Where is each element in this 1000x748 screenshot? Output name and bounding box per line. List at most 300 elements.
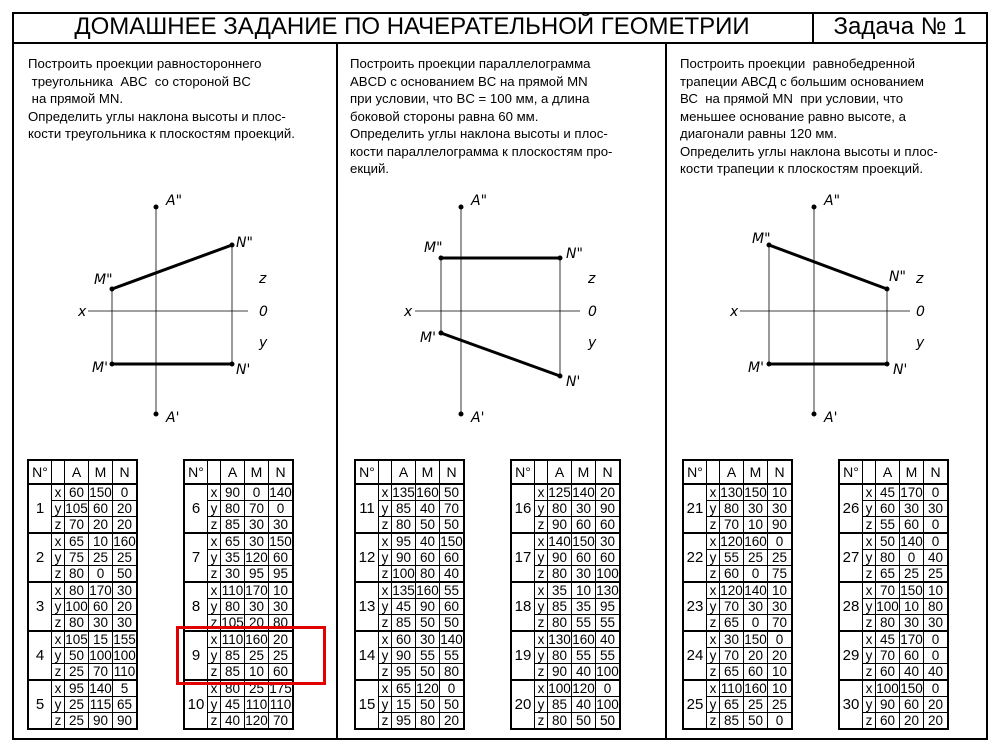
table-row bbox=[28, 631, 137, 648]
coordinate-value: 80 bbox=[548, 615, 572, 632]
table-row bbox=[839, 680, 948, 697]
coordinate-value: 60 bbox=[65, 484, 89, 501]
coordinate-value: 20 bbox=[113, 599, 138, 615]
coordinate-value: 60 bbox=[572, 550, 596, 566]
label-y: y bbox=[259, 335, 268, 351]
axis-label: x bbox=[863, 484, 876, 501]
variant-table bbox=[27, 459, 138, 730]
variant-table bbox=[510, 459, 621, 730]
coordinate-value: 80 bbox=[221, 599, 245, 615]
coordinate-value: 25 bbox=[768, 550, 793, 566]
coordinate-value: 0 bbox=[440, 680, 465, 697]
coordinate-value: 50 bbox=[440, 517, 465, 534]
table-row bbox=[184, 582, 293, 599]
coordinate-value: 0 bbox=[113, 484, 138, 501]
coordinate-value: 10 bbox=[924, 582, 949, 599]
label-n2: N" bbox=[889, 269, 906, 285]
coordinate-value: 70 bbox=[768, 615, 793, 632]
coordinate-value: 30 bbox=[720, 631, 744, 648]
coordinate-value: 10 bbox=[744, 517, 768, 534]
coordinate-value: 95 bbox=[269, 566, 294, 583]
coordinate-value: 55 bbox=[440, 648, 465, 664]
coordinate-value: 130 bbox=[596, 583, 619, 598]
coordinate-value: 70 bbox=[65, 517, 89, 534]
coordinate-value: 95 bbox=[392, 533, 416, 550]
label-y: y bbox=[588, 335, 597, 351]
coordinate-value: 140 bbox=[744, 583, 767, 598]
axis-label: z bbox=[707, 517, 720, 534]
coordinate-value: 60 bbox=[416, 550, 440, 566]
coordinate-value: 10 bbox=[768, 680, 793, 697]
variant-number: 5 bbox=[28, 680, 52, 729]
axis-label: x bbox=[379, 680, 392, 697]
coordinate-value: 55 bbox=[572, 648, 596, 664]
variant-table bbox=[354, 459, 465, 730]
coordinate-value: 50 bbox=[572, 713, 596, 730]
label-n1: N' bbox=[893, 362, 908, 378]
coordinate-value: 100 bbox=[89, 648, 112, 663]
coordinate-value: 50 bbox=[113, 566, 138, 583]
coordinate-value: 80 bbox=[416, 566, 440, 583]
coordinate-value: 175 bbox=[269, 681, 292, 696]
coordinate-value: 110 bbox=[269, 697, 292, 712]
coordinate-value: 20 bbox=[924, 697, 949, 713]
table-row bbox=[683, 533, 792, 550]
coordinate-value: 90 bbox=[768, 517, 793, 534]
variant-table bbox=[183, 459, 294, 730]
coordinate-value: 85 bbox=[392, 501, 416, 517]
coordinate-value: 30 bbox=[245, 517, 269, 534]
coordinate-value: 25 bbox=[65, 713, 89, 730]
variant-number: 10 bbox=[184, 680, 208, 729]
coordinate-value: 60 bbox=[596, 517, 621, 534]
table-row bbox=[683, 680, 792, 697]
coordinate-value: 35 bbox=[548, 582, 572, 599]
coordinate-value: 75 bbox=[768, 566, 793, 583]
coordinate-value: 160 bbox=[416, 583, 439, 598]
coordinate-value: 60 bbox=[720, 566, 744, 583]
axis-label: z bbox=[535, 615, 548, 632]
label-x: x bbox=[730, 304, 739, 320]
table-header-cell: N° bbox=[28, 460, 52, 484]
variant-number: 9 bbox=[184, 631, 208, 680]
coordinate-value: 85 bbox=[548, 599, 572, 615]
table-row bbox=[839, 533, 948, 550]
coordinate-value: 70 bbox=[720, 517, 744, 534]
axis-label: z bbox=[379, 566, 392, 583]
table-row bbox=[511, 533, 620, 550]
axis-label: x bbox=[208, 631, 221, 648]
coordinate-value: 25 bbox=[65, 697, 89, 713]
coordinate-value: 45 bbox=[876, 631, 900, 648]
axis-label: y bbox=[52, 599, 65, 615]
axis-label: z bbox=[863, 713, 876, 730]
coordinate-value: 90 bbox=[89, 713, 113, 730]
coordinate-value: 70 bbox=[245, 501, 269, 517]
variant-table bbox=[838, 459, 949, 730]
coordinate-value: 80 bbox=[65, 566, 89, 583]
coordinate-value: 80 bbox=[548, 566, 572, 583]
variant-number: 12 bbox=[355, 533, 379, 582]
table-header-cell bbox=[52, 460, 65, 484]
table-header-cell bbox=[863, 460, 876, 484]
axis-label: y bbox=[535, 599, 548, 615]
coordinate-value: 80 bbox=[548, 713, 572, 730]
coordinate-value: 75 bbox=[65, 550, 89, 566]
coordinate-value: 110 bbox=[113, 664, 136, 679]
table-header-cell: N° bbox=[184, 460, 208, 484]
table-header-cell bbox=[707, 460, 720, 484]
axis-label: y bbox=[379, 501, 392, 517]
coordinate-value: 0 bbox=[768, 713, 793, 730]
coordinate-value: 110 bbox=[221, 583, 244, 598]
coordinate-value: 80 bbox=[65, 582, 89, 599]
axis-label: y bbox=[379, 550, 392, 566]
coordinate-value: 35 bbox=[572, 599, 596, 615]
label-x: x bbox=[404, 304, 413, 320]
coordinate-value: 100 bbox=[548, 681, 571, 696]
coordinate-value: 0 bbox=[924, 631, 949, 648]
coordinate-value: 60 bbox=[440, 599, 465, 615]
table-row bbox=[511, 631, 620, 648]
coordinate-value: 160 bbox=[744, 681, 767, 696]
table-row bbox=[683, 631, 792, 648]
coordinate-value: 50 bbox=[440, 697, 465, 713]
coordinate-value: 60 bbox=[89, 501, 113, 517]
coordinate-value: 60 bbox=[900, 697, 924, 713]
coordinate-value: 0 bbox=[89, 566, 113, 583]
table-header-cell: A bbox=[392, 460, 416, 484]
line-mn-top bbox=[441, 333, 560, 376]
label-m1: M' bbox=[92, 360, 108, 376]
axis-label: x bbox=[535, 631, 548, 648]
table-header-cell: N bbox=[113, 460, 138, 484]
coordinate-value: 10 bbox=[89, 533, 113, 550]
coordinate-value: 40 bbox=[416, 501, 440, 517]
axis-label: y bbox=[52, 697, 65, 713]
label-y: y bbox=[916, 335, 925, 351]
coordinate-value: 45 bbox=[392, 599, 416, 615]
axis-label: x bbox=[379, 484, 392, 501]
coordinate-value: 20 bbox=[900, 713, 924, 730]
table-row bbox=[683, 582, 792, 599]
table-row bbox=[839, 484, 948, 501]
coordinate-value: 25 bbox=[768, 697, 793, 713]
coordinate-value: 130 bbox=[548, 632, 571, 647]
coordinate-value: 150 bbox=[89, 485, 112, 500]
axis-label: y bbox=[208, 697, 221, 713]
axis-label: x bbox=[208, 533, 221, 550]
coordinate-value: 25 bbox=[900, 566, 924, 583]
axis-label: y bbox=[863, 599, 876, 615]
axis-label: x bbox=[707, 484, 720, 501]
coordinate-value: 85 bbox=[548, 697, 572, 713]
axis-label: y bbox=[208, 599, 221, 615]
coordinate-value: 120 bbox=[720, 534, 743, 549]
coordinate-value: 150 bbox=[572, 534, 595, 549]
table-header-cell: N bbox=[768, 460, 793, 484]
axis-label: z bbox=[535, 517, 548, 534]
coordinate-value: 70 bbox=[720, 648, 744, 664]
coordinate-value: 95 bbox=[596, 599, 621, 615]
axis-label: z bbox=[863, 517, 876, 534]
coordinate-value: 140 bbox=[572, 485, 595, 500]
coordinate-value: 85 bbox=[221, 517, 245, 534]
axis-label: x bbox=[52, 631, 65, 648]
coordinate-value: 30 bbox=[416, 631, 440, 648]
coordinate-value: 10 bbox=[245, 664, 269, 681]
coordinate-value: 100 bbox=[596, 566, 619, 581]
coordinate-value: 45 bbox=[221, 697, 245, 713]
table-header-cell: M bbox=[572, 460, 596, 484]
variant-number: 13 bbox=[355, 582, 379, 631]
axis-label: x bbox=[707, 680, 720, 697]
coordinate-value: 0 bbox=[744, 615, 768, 632]
coordinate-value: 110 bbox=[221, 632, 244, 647]
coordinate-value: 120 bbox=[416, 681, 439, 696]
line-mn-front bbox=[112, 245, 232, 289]
coordinate-value: 150 bbox=[900, 583, 923, 598]
axis-label: y bbox=[379, 648, 392, 664]
table-row bbox=[355, 533, 464, 550]
axis-label: y bbox=[707, 697, 720, 713]
axis-label: z bbox=[52, 615, 65, 632]
table-row bbox=[355, 484, 464, 501]
coordinate-value: 85 bbox=[221, 648, 245, 664]
coordinate-value: 60 bbox=[876, 664, 900, 681]
table-row bbox=[28, 680, 137, 697]
variant-number: 8 bbox=[184, 582, 208, 631]
coordinate-value: 50 bbox=[440, 615, 465, 632]
coordinate-value: 10 bbox=[768, 664, 793, 681]
axis-label: z bbox=[535, 713, 548, 730]
axis-label: z bbox=[208, 713, 221, 730]
label-a2: A" bbox=[471, 193, 488, 209]
table-row bbox=[184, 533, 293, 550]
coordinate-value: 30 bbox=[924, 501, 949, 517]
coordinate-value: 40 bbox=[440, 566, 465, 583]
axis-label: z bbox=[52, 664, 65, 681]
table-header-cell: N bbox=[269, 460, 294, 484]
axis-label: z bbox=[208, 615, 221, 632]
coordinate-value: 140 bbox=[440, 632, 463, 647]
coordinate-value: 170 bbox=[900, 485, 923, 500]
coordinate-value: 90 bbox=[416, 599, 440, 615]
coordinate-value: 45 bbox=[876, 484, 900, 501]
variant-number: 29 bbox=[839, 631, 863, 680]
label-m2: M" bbox=[94, 272, 113, 288]
label-n1: N' bbox=[236, 362, 251, 378]
label-o: 0 bbox=[588, 304, 597, 320]
coordinate-value: 115 bbox=[89, 697, 112, 712]
coordinate-value: 10 bbox=[768, 484, 793, 501]
coordinate-value: 30 bbox=[221, 566, 245, 583]
axis-label: y bbox=[863, 501, 876, 517]
table-row bbox=[28, 484, 137, 501]
coordinate-value: 30 bbox=[768, 599, 793, 615]
coordinate-value: 50 bbox=[416, 615, 440, 632]
coordinate-value: 150 bbox=[744, 485, 767, 500]
table-header-cell: A bbox=[720, 460, 744, 484]
coordinate-value: 120 bbox=[720, 583, 743, 598]
coordinate-value: 90 bbox=[221, 484, 245, 501]
coordinate-value: 40 bbox=[924, 664, 949, 681]
coordinate-value: 120 bbox=[245, 550, 268, 565]
coordinate-value: 120 bbox=[245, 713, 268, 728]
coordinate-value: 80 bbox=[221, 501, 245, 517]
coordinate-value: 30 bbox=[269, 599, 294, 615]
coordinate-value: 150 bbox=[269, 534, 292, 549]
table-row bbox=[511, 582, 620, 599]
coordinate-value: 30 bbox=[900, 615, 924, 632]
coordinate-value: 110 bbox=[720, 681, 743, 696]
axis-label: y bbox=[707, 599, 720, 615]
variant-number: 17 bbox=[511, 533, 535, 582]
table-row bbox=[355, 680, 464, 697]
coordinate-value: 80 bbox=[65, 615, 89, 632]
coordinate-value: 90 bbox=[876, 697, 900, 713]
axis-label: x bbox=[535, 680, 548, 697]
table-header-cell: A bbox=[65, 460, 89, 484]
coordinate-value: 60 bbox=[269, 664, 294, 681]
coordinate-value: 50 bbox=[876, 533, 900, 550]
coordinate-value: 0 bbox=[924, 533, 949, 550]
coordinate-value: 70 bbox=[720, 599, 744, 615]
table-header-cell: N bbox=[924, 460, 949, 484]
table-row bbox=[184, 484, 293, 501]
axis-label: y bbox=[535, 550, 548, 566]
coordinate-value: 40 bbox=[900, 664, 924, 681]
coordinate-value: 30 bbox=[924, 615, 949, 632]
coordinate-value: 30 bbox=[113, 615, 138, 632]
coordinate-value: 160 bbox=[572, 632, 595, 647]
coordinate-value: 80 bbox=[548, 501, 572, 517]
axis-label: y bbox=[52, 648, 65, 664]
coordinate-value: 100 bbox=[113, 648, 136, 663]
coordinate-value: 125 bbox=[548, 485, 571, 500]
label-a2: A" bbox=[166, 193, 183, 209]
coordinate-value: 65 bbox=[876, 566, 900, 583]
variant-number: 2 bbox=[28, 533, 52, 582]
coordinate-value: 120 bbox=[572, 681, 595, 696]
variant-number: 28 bbox=[839, 582, 863, 631]
axis-label: z bbox=[208, 517, 221, 534]
coordinate-value: 60 bbox=[900, 648, 924, 664]
coordinate-value: 140 bbox=[900, 534, 923, 549]
axis-label: y bbox=[535, 648, 548, 664]
coordinate-value: 100 bbox=[876, 681, 899, 696]
axis-label: x bbox=[535, 582, 548, 599]
axis-label: x bbox=[707, 533, 720, 550]
coordinate-value: 160 bbox=[245, 632, 268, 647]
table-row bbox=[511, 484, 620, 501]
axis-label: y bbox=[707, 501, 720, 517]
axis-label: y bbox=[707, 550, 720, 566]
coordinate-value: 95 bbox=[392, 713, 416, 730]
label-n2: N" bbox=[566, 246, 583, 262]
coordinate-value: 150 bbox=[900, 681, 923, 696]
axis-label: x bbox=[52, 533, 65, 550]
variant-number: 11 bbox=[355, 484, 379, 533]
axis-label: y bbox=[379, 599, 392, 615]
label-a2: A" bbox=[824, 193, 841, 209]
coordinate-value: 50 bbox=[416, 517, 440, 534]
axis-label: z bbox=[535, 566, 548, 583]
coordinate-value: 55 bbox=[876, 517, 900, 534]
table-header-cell bbox=[535, 460, 548, 484]
coordinate-value: 20 bbox=[113, 517, 138, 534]
coordinate-value: 25 bbox=[65, 664, 89, 681]
coordinate-value: 70 bbox=[269, 713, 294, 730]
variant-number: 4 bbox=[28, 631, 52, 680]
coordinate-value: 20 bbox=[245, 615, 269, 632]
axis-label: y bbox=[379, 697, 392, 713]
coordinate-value: 25 bbox=[744, 550, 768, 566]
coordinate-value: 90 bbox=[113, 713, 138, 730]
table-header-cell: N° bbox=[839, 460, 863, 484]
drawing-1 bbox=[88, 205, 251, 416]
coordinate-value: 135 bbox=[392, 583, 415, 598]
coordinate-value: 50 bbox=[440, 484, 465, 501]
variant-number: 20 bbox=[511, 680, 535, 729]
page-title: ДОМАШНЕЕ ЗАДАНИЕ ПО НАЧЕРАТЕЛЬНОЙ ГЕОМЕТРИИ bbox=[12, 12, 814, 42]
coordinate-value: 25 bbox=[113, 550, 138, 566]
coordinate-value: 20 bbox=[768, 648, 793, 664]
coordinate-value: 95 bbox=[245, 566, 269, 583]
table-row bbox=[355, 631, 464, 648]
variant-number: 7 bbox=[184, 533, 208, 582]
coordinate-value: 70 bbox=[89, 664, 113, 681]
coordinate-value: 15 bbox=[392, 697, 416, 713]
coordinate-value: 20 bbox=[924, 713, 949, 730]
coordinate-value: 30 bbox=[113, 582, 138, 599]
variant-number: 19 bbox=[511, 631, 535, 680]
axis-label: x bbox=[863, 680, 876, 697]
task-number: Задача № 1 bbox=[833, 13, 967, 40]
coordinate-value: 30 bbox=[269, 517, 294, 534]
coordinate-value: 80 bbox=[392, 517, 416, 534]
axis-label: x bbox=[379, 582, 392, 599]
coordinate-value: 60 bbox=[440, 550, 465, 566]
coordinate-value: 50 bbox=[596, 713, 621, 730]
label-a1: A' bbox=[471, 410, 485, 426]
coordinate-value: 60 bbox=[572, 517, 596, 534]
axis-label: z bbox=[379, 517, 392, 534]
coordinate-value: 130 bbox=[720, 485, 743, 500]
axis-label: x bbox=[707, 631, 720, 648]
coordinate-value: 40 bbox=[572, 664, 596, 681]
coordinate-value: 0 bbox=[924, 680, 949, 697]
point-a2 bbox=[154, 205, 158, 209]
axis-label: z bbox=[379, 615, 392, 632]
axis-label: z bbox=[52, 517, 65, 534]
table-header-cell: N° bbox=[511, 460, 535, 484]
coordinate-value: 90 bbox=[596, 501, 621, 517]
coordinate-value: 105 bbox=[65, 501, 88, 516]
table-header-cell: N bbox=[596, 460, 621, 484]
coordinate-value: 0 bbox=[768, 631, 793, 648]
coordinate-value: 40 bbox=[221, 713, 245, 730]
coordinate-value: 140 bbox=[269, 485, 292, 500]
coordinate-value: 60 bbox=[392, 631, 416, 648]
axis-label: x bbox=[52, 484, 65, 501]
coordinate-value: 10 bbox=[572, 582, 596, 599]
coordinate-value: 30 bbox=[900, 501, 924, 517]
table-row bbox=[683, 484, 792, 501]
coordinate-value: 80 bbox=[416, 713, 440, 730]
coordinate-value: 160 bbox=[744, 534, 767, 549]
coordinate-value: 20 bbox=[440, 713, 465, 730]
